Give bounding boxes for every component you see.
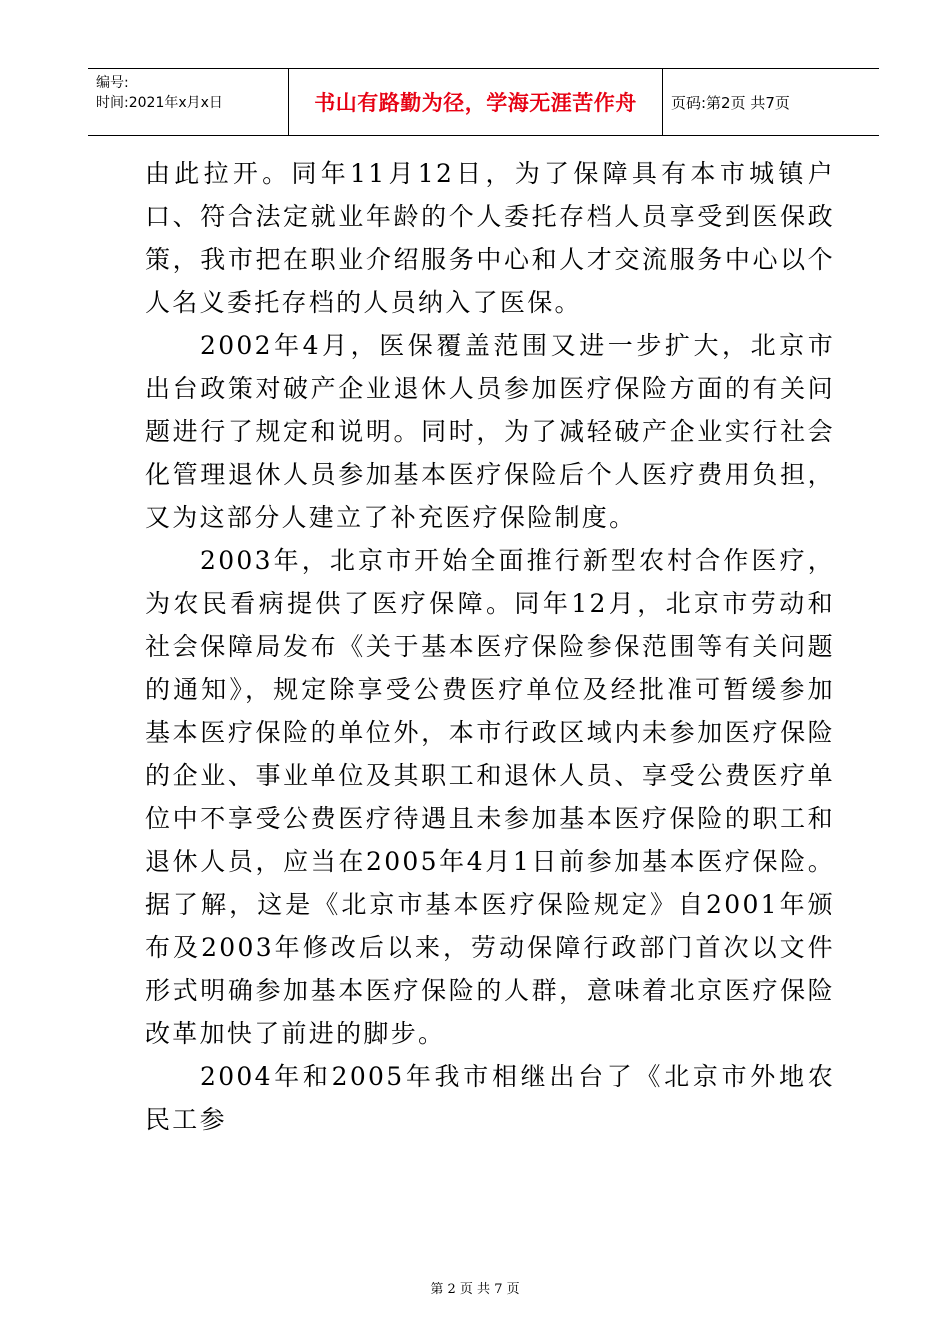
header-motto: 书山有路勤为径，学海无涯苦作舟 [288,69,663,135]
header-meta [88,69,288,135]
paragraph: 2004年和2005年我市相继出台了《北京市外地农民工参 [145,1062,835,1134]
paragraph: 2002年4月，医保覆盖范围又进一步扩大，北京市出台政策对破产企业退休人员参加医疗保险方面的有关问题进行了规定和说明。同时，为了减轻破产企业实行社会化管理退休人员参加基本医疗保险后个人医疗费用负担，又为这部分人建立了补充医疗保险制度。 [145,331,835,532]
document-date-label: 时间:2021年x月x日 [96,95,223,111]
paragraph: 由此拉开。同年11月12日，为了保障具有本市城镇户口、符合法定就业年龄的个人委托存档人员享受到医保政策，我市把在职业介绍服务中心和人才交流服务中心以个人名义委托存档的人员纳入了医保。 [145,159,835,317]
document-header [88,68,879,136]
document-number-label: 编号: [96,75,129,91]
paragraph: 2003年，北京市开始全面推行新型农村合作医疗，为农民看病提供了医疗保障。同年12月，北京市劳动和社会保障局发布《关于基本医疗保险参保范围等有关问题的通知》，规定除享受公费医疗单位及经批准可暂缓参加基本医疗保险的单位外，本市行政区域内未参加医疗保险的企业、事业单位及其职工和退休人员、享受公费医疗单位中不享受公费医疗待遇且未参加基本医疗保险的职工和退休人员，应当在2005年4月1日前参加基本医疗保险。据了解，这是《北京市基本医疗保险规定》自2001年颁布及2003年修改后以来，劳动保障行政部门首次以文件形式明确参加基本医疗保险的人群，意味着北京医疗保险改革加快了前进的脚步。 [145,546,835,1048]
document-body [145,152,835,1141]
page-footer: 第 2 页 共 7 页 [430,1282,520,1297]
header-page-info: 页码:第2页 共7页 [671,93,790,112]
